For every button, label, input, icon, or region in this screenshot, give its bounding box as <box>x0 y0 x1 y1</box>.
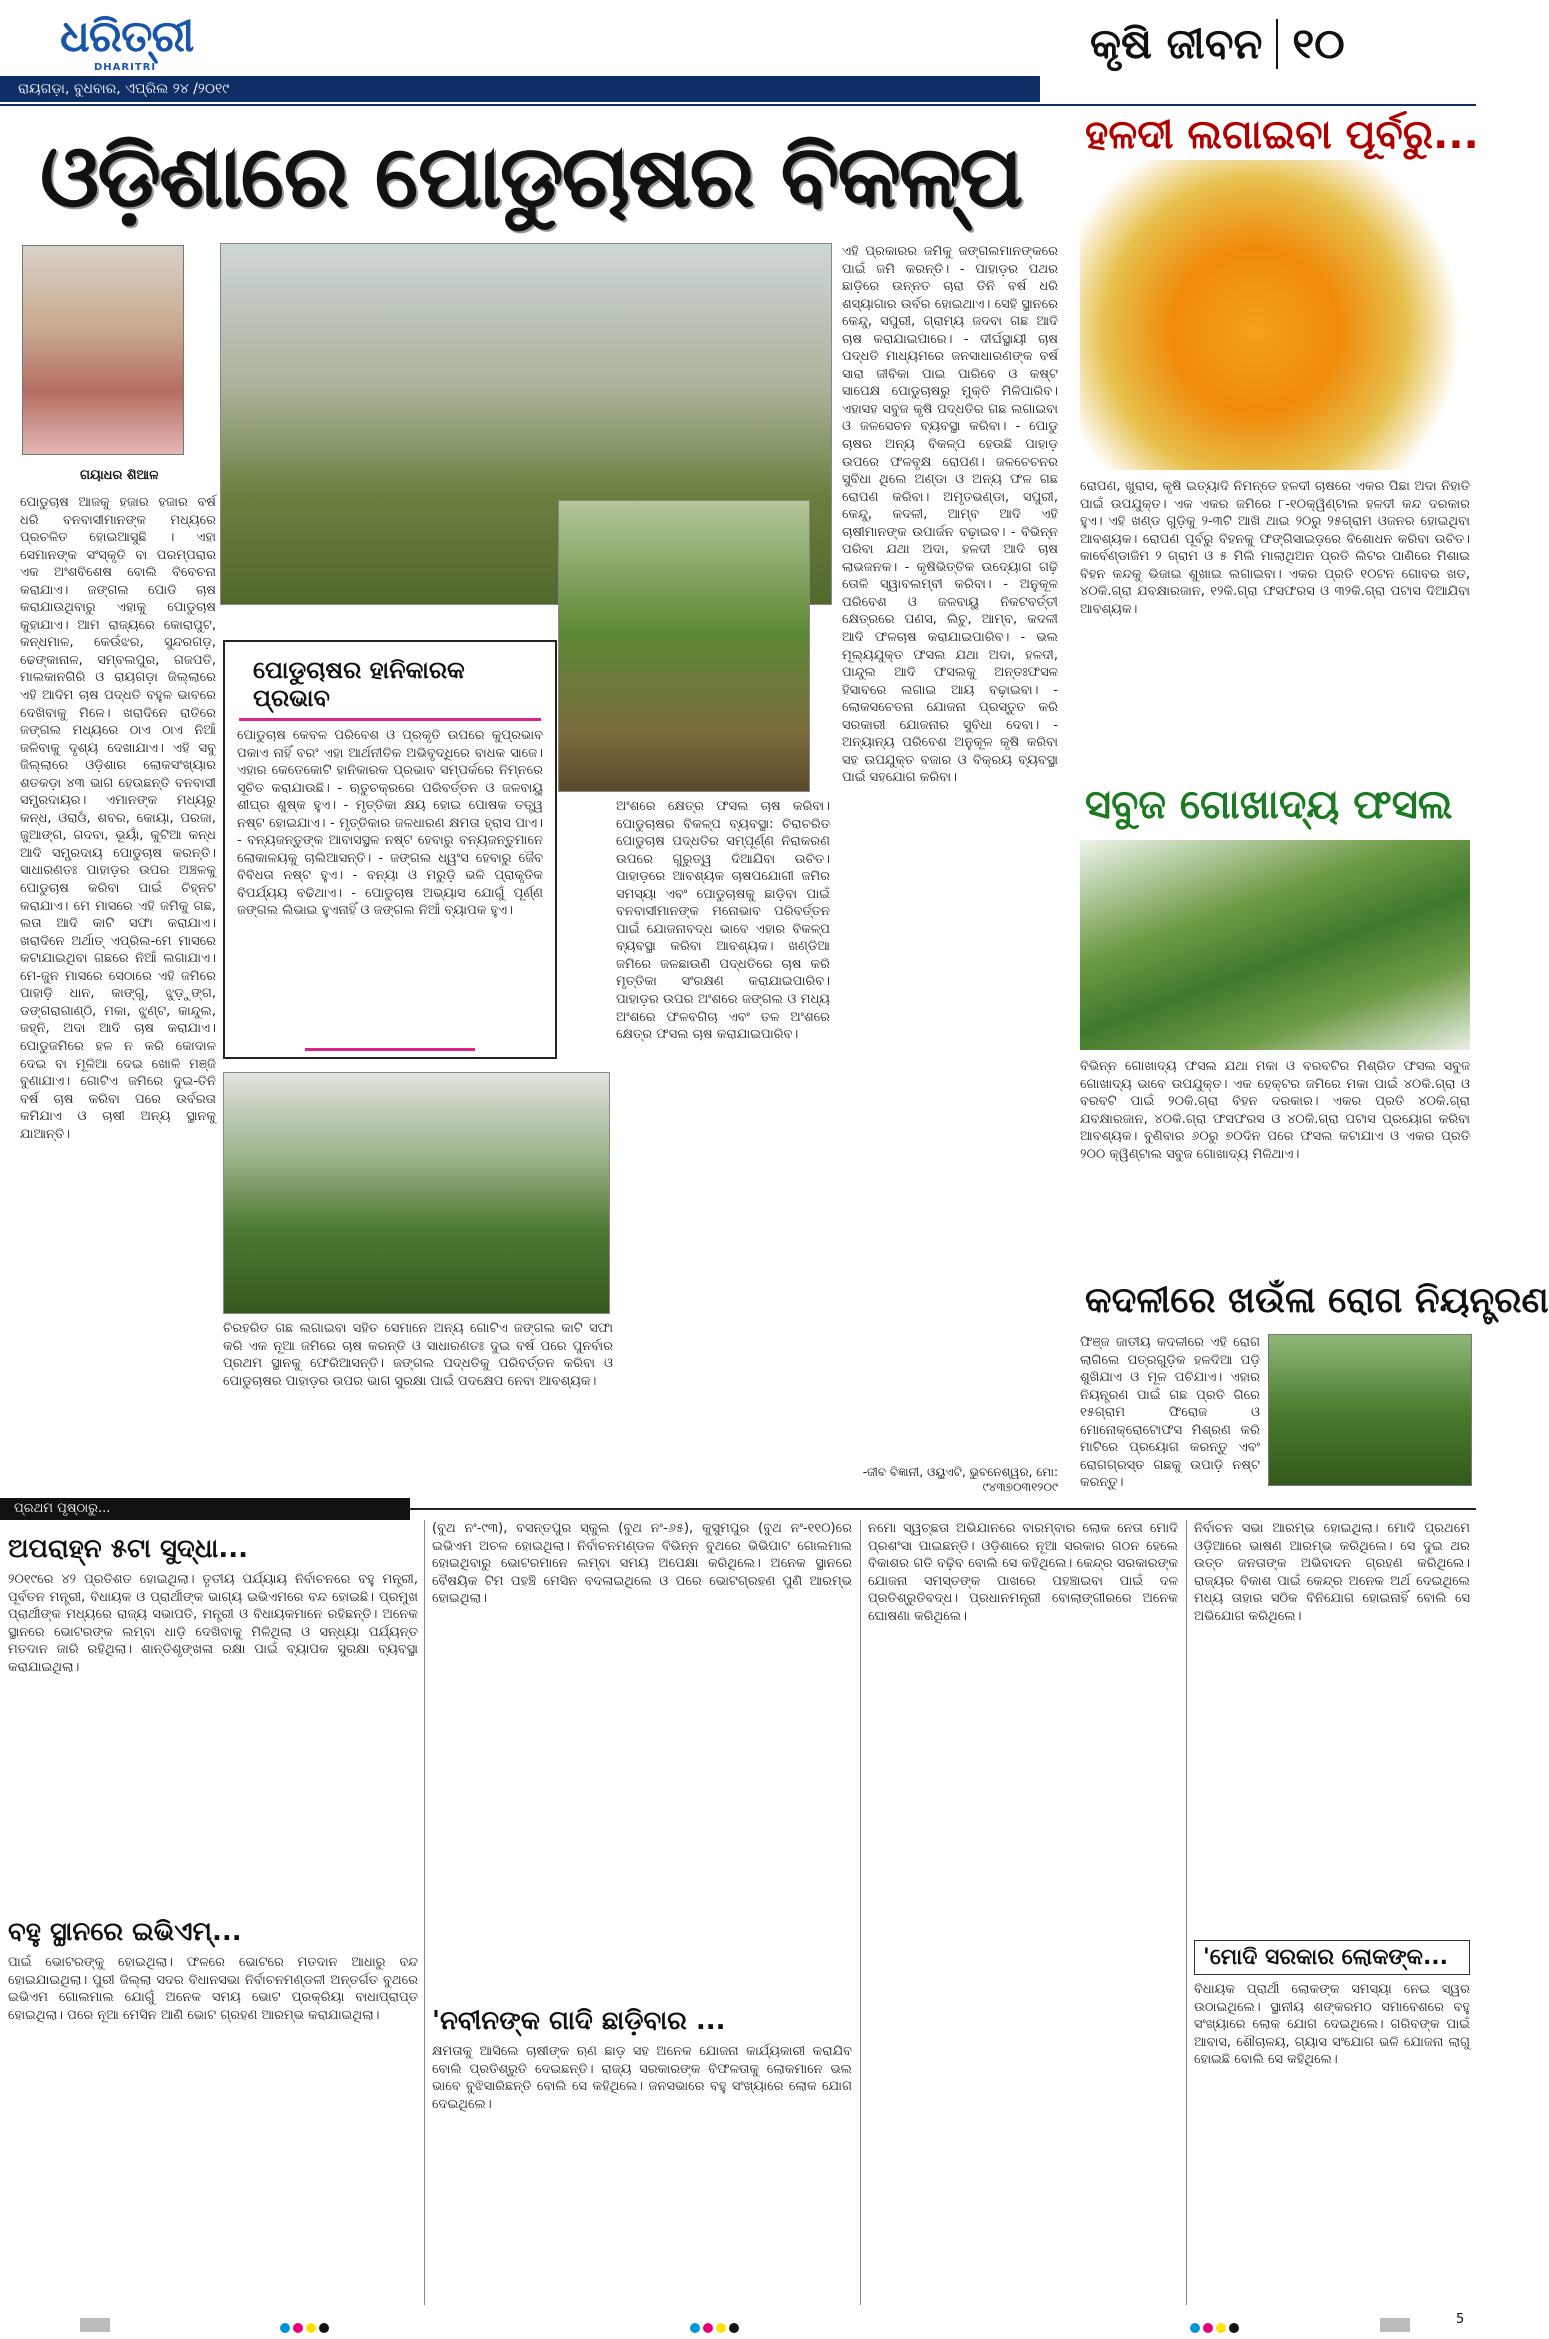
quote-headline: 'ମୋଦି ସରକାର ଲୋକଙ୍କ... <box>1194 1940 1470 1975</box>
column-rule <box>860 1520 861 2305</box>
bottom-text-7: ବିଧାୟକ ପ୍ରାର୍ଥୀ ଲୋକଙ୍କ ସମସ୍ୟା ନେଇ ସ୍ୱର ଉଠାଇଥିଲେ। ସ୍ଥାନୀୟ ଶଙ୍କରମଠ ସମାବେଶରେ ବହୁ ସଂଖ୍ୟାରେ ଲୋକ ଯୋଗ ଦେଇଥିଲେ। ଗରିବଙ୍କ ପାଇଁ ଆବାସ, ଶୌଚାଳୟ, ଗ୍ୟାସ ସଂଯୋଗ ଭଳି ଯୋଜନା ଲାଗୁ ହୋଇଛି ବୋଲି ସେ କହିଥିଲେ। <box>1194 1982 1470 2068</box>
color-registration-dots <box>1190 2318 1242 2337</box>
newspaper-logo <box>60 12 200 72</box>
bottom-text-5: ନମୋ ସ୍ୱଚ୍ଛତା ଅଭିଯାନରେ ବାରମ୍ବାର ଲୋକ ନେତା ମୋଦି ପ୍ରଶଂସା ପାଇଛନ୍ତି। ଓଡ଼ିଶାରେ ନୂଆ ସରକାର ଗଠନ ହେଲେ ବିକାଶର ଗତି ବଢ଼ିବ ବୋଲି ସେ କହିଥିଲେ। କେନ୍ଦ୍ର ସରକାରଙ୍କ ଯୋଜନା ସମସ୍ତଙ୍କ ପାଖରେ ପହଞ୍ଚାଇବା ପାଇଁ ଦଳ ପ୍ରତିଶ୍ରୁତିବଦ୍ଧ। ପ୍ରଧାନମନ୍ତ୍ରୀ ବୋଲାଙ୍ଗୀରରେ ଅନେକ ଘୋଷଣା କରିଥିଲେ। <box>868 1521 1178 1624</box>
banana-disease-headline: କଦଳୀରେ ଖଉଁଳା ରୋଗ ନିୟନ୍ତ୍ରଣ <box>1085 1280 1549 1321</box>
section-title: କୃଷି ଜୀବନ <box>1090 19 1263 68</box>
page-number: ୧୦ <box>1276 19 1344 69</box>
section-header <box>1090 12 1470 76</box>
bottom-column-4 <box>1194 1520 1470 2305</box>
fodder-text: ବିଭିନ୍ନ ଗୋଖାଦ୍ୟ ଫସଲ ଯଥା ମକା ଓ ବରବଟିର ମିଶ୍ରିତ ଫସଲ ସବୁଜ ଗୋଖାଦ୍ୟ ଭାବେ ଉପଯୁକ୍ତ। ଏକ ହେକ୍ଟର ଜମିରେ ମକା ପାଇଁ ୪୦କି.ଗ୍ରା ଓ ବରବଟି ପାଇଁ ୨୦କି.ଗ୍ରା ବିହନ ଦରକାର। ଏକର ପ୍ରତି ୪୦କି.ଗ୍ରା ଯବକ୍ଷାରଜାନ, ୪୦କି.ଗ୍ରା ଫସଫରସ ଓ ୪୦କି.ଗ୍ରା ପଟାସ ପ୍ରୟୋଗ କରିବା ଆବଶ୍ୟକ। ବୁଣିବାର ୬୦ରୁ ୭୦ଦିନ ପରେ ଫସଲ କଟାଯାଏ ଓ ଏକର ପ୍ରତି ୨୦୦ କ୍ୱିଣ୍ଟାଲ ସବୁଜ ଗୋଖାଦ୍ୟ ମିଳିଥାଏ। <box>1080 1059 1470 1162</box>
turmeric-photo <box>1080 160 1470 470</box>
bottom-text-1: ୨୦୧୯ରେ ୪୨ ପ୍ରତିଶତ ହୋଇଥିଲା। ତୃତୀୟ ପର୍ଯ୍ୟାୟ ନିର୍ବାଚନରେ ବହୁ ମନ୍ତ୍ରୀ, ପୂର୍ବତନ ମନ୍ତ୍ରୀ, ବିଧାୟକ ଓ ପ୍ରାର୍ଥୀଙ୍କ ଭାଗ୍ୟ ଇଭିଏମରେ ବନ୍ଦ ହୋଇଛି। ପ୍ରମୁଖ ପ୍ରାର୍ଥୀଙ୍କ ମଧ୍ୟରେ ରାଜ୍ୟ ସଭାପତି, ମନ୍ତ୍ରୀ ଓ ବିଧାୟକମାନେ ରହିଛନ୍ତି। ଅନେକ ସ୍ଥାନରେ ଭୋଟରଙ୍କ ଲମ୍ବା ଧାଡ଼ି ଦେଖିବାକୁ ମିଳିଥିଲା ଓ ସନ୍ଧ୍ୟା ପର୍ଯ୍ୟନ୍ତ ମତଦାନ ଜାରି ରହିଥିଲା। ଶାନ୍ତିଶୃଙ୍ଖଳା ରକ୍ଷା ପାଇଁ ବ୍ୟାପକ ସୁରକ୍ଷା ବ୍ୟବସ୍ଥା କରାଯାଇଥିଲା। <box>8 1572 418 1675</box>
dateline: ରାୟଗଡ଼ା, ବୁଧବାର, ଏପ୍ରିଲ ୨୪ /୨୦୧୯ <box>0 76 1040 102</box>
long-beans-photo <box>1080 840 1470 1050</box>
bottom-headline-1: ଅପରାହ୍ନ ୫ଟା ସୁଦ୍ଧା... <box>8 1534 248 1564</box>
article-column-2-bottom: ଚିରହରିତ ଗଛ ଲଗାଇବା ସହିତ ସେମାନେ ଅନ୍ୟ ଗୋଟିଏ ଜଙ୍ଗଲ କାଟି ସଫା କରି ଏକ ନୂଆ ଜମିରେ ଚାଷ କରନ୍ତି ଓ ସାଧାରଣତଃ ଦୁଇ ବର୍ଷ ପରେ ପୁନର୍ବାର ପ୍ରଥମ ସ୍ଥାନକୁ ଫେରିଆସନ୍ତି। ଜଙ୍ଗଲ ପଦ୍ଧତିକୁ ପରିବର୍ତ୍ତନ କରିବା ଓ ପୋଡୁଚାଷର ପାହାଡ଼ର ଉପର ଭାଗ ସୁରକ୍ଷା ପାଇଁ ପଦକ୍ଷେପ ନେବା ଆବଶ୍ୟକ। <box>223 1321 613 1389</box>
bottom-column-1 <box>8 1528 418 2308</box>
color-registration-dots <box>280 2318 332 2337</box>
gray-swatch <box>1380 2318 1410 2332</box>
harmful-effects-text: ପୋଡୁଚାଷ କେବଳ ପରିବେଶ ଓ ପ୍ରକୃତି ଉପରେ କୁପ୍ରଭାବ ପକାଏ ନାହିଁ ବରଂ ଏହା ଆର୍ଥନୀତିକ ଅଭିବୃଦ୍ଧିରେ ବାଧକ ସାଜେ। ଏହାର କେତେକୋଟି ହାନିକାରକ ପ୍ରଭାବ ସମ୍ପର୍କରେ ନିମ୍ନରେ ସୂଚିତ କରାଯାଉଛି। - ଋତୁଚକ୍ରରେ ପରିବର୍ତ୍ତନ ଓ ଜଳବାୟୁ ଶୀଘ୍ର ଶୁଷ୍କ ହୁଏ। - ମୃତ୍ତିକା କ୍ଷୟ ହୋଇ ପୋଷକ ତତ୍ତ୍ୱ ନଷ୍ଟ ହୋଇଯାଏ। - ମୃତ୍ତିକାର ଜଳଧାରଣ କ୍ଷମତା ହ୍ରାସ ପାଏ। - ବନ୍ୟଜନ୍ତୁଙ୍କ ଆବାସସ୍ଥଳ ନଷ୍ଟ ହେବାରୁ ବନ୍ୟଜନ୍ତୁମାନେ ଲୋକାଳୟକୁ ଚାଲିଆସନ୍ତି। - ଜଙ୍ଗଲ ଧ୍ୱଂସ ହେବାରୁ ଜୈବ ବିବିଧତା ନଷ୍ଟ ହୁଏ। - ବନ୍ୟା ଓ ମରୁଡ଼ି ଭଳି ପ୍ରାକୃତିକ ବିପର୍ଯ୍ୟୟ ବଢିଥାଏ। - ପୋଡୁଚାଷ ଅଭ୍ୟାସ ଯୋଗୁଁ ପୂର୍ଣ୍ଣ ଜଙ୍ଗଲ ଲିଭାଇ ହୁଏନାହିଁ ଓ ଜଙ୍ଗଲ ନିଆଁ ବ୍ୟାପକ ହୁଏ। <box>237 728 543 919</box>
forest-slope-photo <box>223 1072 610 1314</box>
fodder-headline: ସବୁଜ ଗୋଖାଦ୍ୟ ଫସଲ <box>1085 782 1453 828</box>
article-column-1: ପୋଡୁଚାଷ ଆଜକୁ ହଜାର ହଜାର ବର୍ଷ ଧରି ବନବାସୀମାନଙ୍କ ମଧ୍ୟରେ ପ୍ରଚଳିତ ହୋଇଆସୁଛି । ଏହା ସେମାନଙ୍କ ସଂସ୍କୃତି ବା ପରମ୍ପରାର ଏକ ଅଂଶବିଶେଷ ବୋଲି ବିବେଚନା କରାଯାଏ। ଜଙ୍ଗଲ ପୋଡି ଚାଷ କରାଯାଉଥିବାରୁ ଏହାକୁ ପୋଡୁଚାଷ କୁହାଯାଏ। ଆମ ରାଜ୍ୟରେ କୋରାପୁଟ, କନ୍ଧମାଳ, କେଉଁଝର, ସୁନ୍ଦରଗଡ଼, ଢେଙ୍କାନାଳ, ସମ୍ବଲପୁର, ଗଜପତି, ମାଲକାନଗିରି ଓ ରାୟଗଡ଼ା ଜିଲ୍ଲାରେ ଏହି ଆଦିମ ଚାଷ ପଦ୍ଧତି ବହୁଳ ଭାବରେ ଦେଖିବାକୁ ମିଳେ। ଖରାଦିନେ ରାତିରେ ଜଙ୍ଗଲ ମଧ୍ୟରେ ଠାଏ ଠାଏ ନିଆଁ ଜଳିବାକୁ ଦୃଶ୍ୟ ଦେଖାଯାଏ। ଏହି ସବୁ ଜିଲ୍ଲାରେ ଓଡ଼ିଶାର ଲୋକସଂଖ୍ୟାର ଶତକଡ଼ା ୪୩ ଭାଗ ହେଉଛନ୍ତି ବନବାସୀ ସମ୍ପ୍ରଦାୟର। ଏମାନଙ୍କ ମଧ୍ୟରୁ କନ୍ଧ, ଓରାଓଁ, ଶବର, କୋୟା, ପରଜା, ଜୁଆଙ୍ଗ, ଗଦବା, ଭୂୟାଁ, କୁଟିଆ କନ୍ଧ ଆଦି ସମ୍ପ୍ରଦାୟ ପୋଡୁଚାଷ କରନ୍ତି। ସାଧାରଣତଃ ପାହାଡ଼ର ଉପର ଅଞ୍ଚଳକୁ ପୋଡୁଚାଷ କରିବା ପାଇଁ ଚିହ୍ନଟ କରାଯାଏ। ମେ ମାସରେ ଏହି ଜମିକୁ ଗଛ, ଲତା ଆଦି କାଟି ସଫା କରାଯାଏ। ଖରାଦିନେ ଅର୍ଥାତ୍ ଏପ୍ରିଲ-ମେ ମାସରେ କଟାଯାଇଥିବା ଗଛରେ ନିଆଁ ଲଗାଯାଏ। ମେ-ଜୁନ ମାସରେ ସେଠାରେ ଏହି ଜମିରେ ପାହାଡ଼ି ଧାନ, କାଙ୍ଗୁ, ଝୁଡ଼ୁଙ୍ଗ, ଡଙ୍ଗରାଗାଣ୍ଠି, ମକା, ଝୁଣ୍ଟ, କାନ୍ଦୁଲ, ଜହ୍ନି, ଅଦା ଆଦି ଚାଷ କରାଯାଏ। ପୋଡୁଜମିରେ ହଳ ନ କରି କୋଦାଳ ଦେଇ ବା ମୂଳିଆ ଦେଇ ଖୋଳି ମଞ୍ଜି ବୁଣାଯାଏ। ଗୋଟିଏ ଜମିରେ ଦୁଇ-ତିନି ବର୍ଷ ଚାଷ କରିବା ପରେ ଉର୍ବରତା କମିଯାଏ ଓ ଚାଷୀ ଅନ୍ୟ ସ୍ଥାନକୁ ଯାଆନ୍ତି। <box>20 495 216 1142</box>
bottom-headline-3: 'ନବୀନଙ୍କ ଗାଦି ଛାଡ଼ିବାର ... <box>432 2006 726 2036</box>
turmeric-headline: ହଳଦୀ ଲଗାଇବା ପୂର୍ବରୁ... <box>1085 112 1479 158</box>
logo-text: ଧରିତ୍ରୀ <box>60 11 194 62</box>
banana-disease-text: ଫିଞ୍ଜ ଜାତୀୟ କଦଳୀରେ ଏହି ରୋଗ ଲାଗିଲେ ପତ୍ରଗୁଡ଼ିକ ହଳଦିଆ ପଡ଼ି ଶୁଖିଯାଏ ଓ ମୂଳ ପଚିଯାଏ। ଏହାର ନିୟନ୍ତ୍ରଣ ପାଇଁ ଗଛ ପ୍ରତି ଗିରେ ୧୫ଗ୍ରାମ ଫିରୋଜ ଓ ମୋନୋକ୍ରୋଟୋଫସ ମିଶ୍ରଣ କରି ମାଟିରେ ପ୍ରୟୋଗ କରନ୍ତୁ ଏବଂ ରୋଗଗ୍ରସ୍ତ ଗଛକୁ ଉପାଡ଼ି ନଷ୍ଟ କରନ୍ତୁ। <box>1080 1335 1260 1491</box>
turmeric-text: ରୋପଣ, ଖୁରାସ, କୃଷି ଇତ୍ୟାଦି ନିମନ୍ତେ ହଳଦୀ ଚାଷରେ ଏକର ପିଛା ଅଦା ନିହାତି ପାଇଁ ଉପଯୁକ୍ତ। ଏକ ଏକର ଜମିରେ ୮-୧୦କ୍ୱିଣ୍ଟାଲ ହଳଦୀ କନ୍ଦ ଦରକାର ହୁଏ। ଏହି ଖଣ୍ଡ ଗୁଡ଼ିକୁ ୨-୩ଟି ଆଖି ଥାଇ ୨୦ରୁ ୨୫ଗ୍ରାମ ଓଜନର ହୋଇଥିବା ଆବଶ୍ୟକ। ରୋପଣ ପୂର୍ବରୁ ବିହନକୁ ଫଙ୍ଗିସାଇଡ଼ରେ ବିଶୋଧନ କରିବା ଉଚିତ। କାର୍ବେଣ୍ଡାଜିମ ୨ ଗ୍ରାମ ଓ ୫ ମିଲି ମାଲାଥିଅନ ପ୍ରତି ଲିଟର ପାଣିରେ ମିଶାଇ ବିହନ କନ୍ଦକୁ ଭିଜାଇ ଶୁଖାଇ ଲଗାଇବା। ଏକର ପ୍ରତି ୧୦ଟନ ଗୋବର ଖତ, ୪୦କି.ଗ୍ରା ଯବକ୍ଷାରଜାନ, ୧୨କି.ଗ୍ରା ଫସଫରସ ଓ ୩୨କି.ଗ୍ରା ପଟାସ ଦିଆଯିବା ଆବଶ୍ୟକ। <box>1080 479 1470 617</box>
bottom-column-2 <box>432 1520 852 2305</box>
byline: ଗୟାଧର ଶିଆଳ <box>80 468 159 483</box>
article-column-4: ଏହି ପ୍ରକାରର ଜମିକୁ ଜଙ୍ଗଲମାନଙ୍କରେ ପାଇଁ ଜମି କରନ୍ତି। - ପାହାଡ଼ର ପଥର ଛାଡ଼ିରେ ଉନ୍ନତ ଚାରା ତିନି ବର୍ଷ ଧରି ଶସ୍ୟାଗାର ଉର୍ବର ହୋଇଥାଏ। ସେହି ସ୍ଥାନରେ କେନ୍ଦୁ, ସପୁରୀ, ଗ୍ରାମ୍ୟ ଜଦବା ଗଛ ଆଦି ଚାଷ କରାଯାଇପାରେ। - ଦୀର୍ଘସ୍ଥାୟୀ ଚାଷ ପଦ୍ଧତି ମାଧ୍ୟମରେ ଜନସାଧାରଣଙ୍କ ବର୍ଷ ସାରା ଜୀବିକା ପାଇ ପାରିବେ ଓ କଷ୍ଟ ସାପେକ୍ଷ ପୋଡୁଚାଷରୁ ମୁକ୍ତି ମିଳିପାରିବ। ଏହାସହ ସବୁଜ କୃଷି ପଦ୍ଧତିର ଗଛ ଲଗାଇବା ଓ ଜଳସେଚନ ବ୍ୟବସ୍ଥା କରିବା। - ପୋଡୁ ଚାଷର ଅନ୍ୟ ବିକଳ୍ପ ହେଉଛି ପାହାଡ଼ ଉପରେ ଫଳବୃକ୍ଷ ରୋପଣ। ଜଳଚେଚନର ସୁବିଧା ଥିଲେ ଅଣ୍ଡା ଓ ଅନ୍ୟ ଫଳ ଗଛ ରୋପଣ କରିବା। ଅମୃତଭଣ୍ଡା, ସପୁରୀ, କେନ୍ଦୁ, କଦଳୀ, ଆମ୍ବ ଆଦି ଏହି ଚାଷୀମାନଙ୍କ ଉପାର୍ଜନ ବଢ଼ାଇବ। - ବିଭିନ୍ନ ପରିବା ଯଥା ଅଦା, ହଳଦୀ ଆଦି ଚାଷ ଲାଭଜନକ। - କୃଷିଭିତ୍ତିକ ଉଦ୍ୟୋଗ ଗଢ଼ି ତୋଳି ସ୍ୱାବଲମ୍ବୀ କରିବା। - ଅନୁକୂଳ ପରିବେଶ ଓ ଜଳବାୟୁ ନିକଟବର୍ତ୍ତୀ କ୍ଷେତ୍ରରେ ପଣସ, ଲିଚୁ, ଆମ୍ବ, କଦଳୀ ଆଦି ଫଳଚାଷ କରାଯାଇପାରିବ। - ଭଲ ମୂଲ୍ୟଯୁକ୍ତ ଫସଲ ଯଥା ଅଦା, ହଳଦୀ, ପାନ୍ଦୁଲ ଆଦି ଫସଲକୁ ଅନ୍ତଃଫସଳ ହିସାବରେ ଲଗାଇ ଆୟ ବଢ଼ାଇବା। - ଲୋକସଚେତନା ଯୋଜନା ପ୍ରସ୍ତୁତ କରି ସରକାରୀ ଯୋଜନାର ସୁବିଧା ଦେବା। - ଅନ୍ୟାନ୍ୟ ପରିବେଶ ଅନୁକୂଳ କୃଷି କରିବା ସହ ଉପଯୁକ୍ତ ବଜାର ଓ ବିକ୍ରୟ ବ୍ୟବସ୍ଥା ପାଇଁ ସହଯୋଗ କରିବା। <box>842 244 1058 786</box>
banana-plant-photo <box>558 500 810 792</box>
column-rule <box>1186 1520 1187 2305</box>
bottom-headline-2: ବହୁ ସ୍ଥାନରେ ଇଭିଏମ୍... <box>8 1917 242 1947</box>
gray-swatch <box>80 2318 110 2332</box>
print-registration-strip <box>0 2310 1476 2339</box>
article-column-3: ଅଂଶରେ କ୍ଷେତ୍ର ଫସଲ ଚାଷ କରିବା। ପୋଡୁଚାଷର ବିକଳ୍ପ ବ୍ୟବସ୍ଥା: ଚିରାଚରିତ ପୋଡୁଚାଷ ପଦ୍ଧତିର ସମ୍ପୂର୍ଣ୍ଣ ନିରାକରଣ ଉପରେ ଗୁରୁତ୍ୱ ଦିଆଯିବା ଉଚିତ। ପାହାଡ଼ରେ ଆବଶ୍ୟକ ଚାଷପଯୋଗୀ ଜମିର ସମସ୍ୟା ଏବଂ ପୋଡୁଚାଷକୁ ଛାଡ଼ିବା ପାଇଁ ବନବାସୀମାନଙ୍କ ମନୋଭାବ ପରିବର୍ତ୍ତନ ପାଇଁ ଯୋଜନାବଦ୍ଧ ଭାବେ ଏହାର ବିକଳ୍ପ ବ୍ୟବସ୍ଥା କରିବା ଆବଶ୍ୟକ। ଖଣ୍ଡିଆ ଜମିରେ ଜଳଛାଉଣି ପଦ୍ଧତିରେ ଚାଷ କରି ମୃତ୍ତିକା ସଂରକ୍ଷଣ କରାଯାଇପାରିବ। ପାହାଡ଼ର ଉପର ଅଂଶରେ ଜଙ୍ଗଲ ଓ ମଧ୍ୟ ଅଂଶରେ ଫଳବଗିଚା ଏବଂ ତଳ ଅଂଶରେ କ୍ଷେତ୍ର ଫସଲ ଚାଷ କରାଯାଇପାରିବ। <box>616 799 830 1043</box>
bottom-text-2: ପାଇଁ ଭୋଟରଙ୍କୁ ହୋଇଥିଲା। ଫଳରେ ଭୋଟରେ ମତଦାନ ଆଧାରୁ ବନ୍ଦ ହୋଇଯାଇଥିଲା। ପୁରୀ ଜିଲ୍ଲା ସଦର ବିଧାନସଭା ନିର୍ବାଚନମଣ୍ଡଳୀ ଅନ୍ତର୍ଗତ ବୁଥରେ ଇଭିଏମ ଗୋଲମାଲ ଯୋଗୁଁ ଅନେକ ସମୟ ଭୋଟ ପ୍ରକ୍ରିୟା ବାଧାପ୍ରାପ୍ତ ହୋଇଥିଲା। ପରେ ନୂଆ ମେସିନ ଆଣି ଭୋଟ ଗ୍ରହଣ ଆରମ୍ଭ କରାଯାଇଥିଲା। <box>8 1955 418 2023</box>
box-accent-rule <box>305 1048 475 1051</box>
author-credit: -ଜୀବ ବିଜ୍ଞାନୀ, ଓୟୁଏଟି, ଭୁବନେଶ୍ୱର, ମୋ: ୯୪୩୭୦୩୧୨୦୯ <box>862 1465 1058 1494</box>
bottom-text-6: ନିର୍ବାଚନ ସଭା ଆରମ୍ଭ ହୋଇଥିଲା। ମୋଦି ପ୍ରଥମେ ଓଡ଼ିଆରେ ଭାଷଣ ଆରମ୍ଭ କରିଥିଲେ। ସେ ଦୁଇ ଥର ଉତ୍ତ ଜନତାଙ୍କ ଅଭିବାଦନ ଗ୍ରହଣ କରିଥିଲେ। ରାଜ୍ୟର ବିକାଶ ପାଇଁ କେନ୍ଦ୍ର ଅନେକ ଅର୍ଥ ଦେଇଥିଲେ ମଧ୍ୟ ତାହାର ସଠିକ ବିନିଯୋଗ ହୋଇନାହିଁ ବୋଲି ସେ ଅଭିଯୋଗ କରିଥିଲେ। <box>1194 1521 1470 1624</box>
page-mark: 5 <box>1456 2312 1465 2327</box>
continued-from-front-tag: ପ୍ରଥମ ପୃଷ୍ଠାରୁ... <box>0 1498 410 1520</box>
harmful-effects-box <box>223 640 557 1059</box>
color-registration-dots <box>690 2318 742 2337</box>
banana-bunch-photo <box>1268 1334 1472 1486</box>
logo-subtext: DHARITRI <box>94 62 157 73</box>
harmful-effects-title: ପୋଡୁଚାଷର ହାନିକାରକ ପ୍ରଭାବ <box>239 650 541 721</box>
bottom-text-3: (ବୁଥ ନଂ-୯୩), ବସନ୍ତପୁର ସ୍କୁଲ (ବୁଥ ନଂ-୬୫), କୁସୁମପୁର (ବୁଥ ନଂ-୧୧୦)ରେ ଇଭିଏମ ଅଚଳ ହୋଇଥିଲା। ନିର୍ବାଚନମଣ୍ଡଳ ବିଭିନ୍ନ ବୁଥରେ ଭିଭିପାଟ ଗୋଲମାଲ ହୋଇଥିବାରୁ ଭୋଟରମାନେ ଲମ୍ବା ସମୟ ଅପେକ୍ଷା କରିଥିଲେ। ଅନେକ ସ୍ଥାନରେ ବୈଷୟିକ ଟିମ ପହଞ୍ଚି ମେସିନ ବଦଳାଇଥିଲେ ଓ ପରେ ଭୋଟଗ୍ରହଣ ପୁଣି ଆରମ୍ଭ ହୋଇଥିଲା। <box>432 1521 852 1607</box>
column-rule <box>424 1520 425 2305</box>
masthead-rule <box>0 104 1476 106</box>
main-headline: ଓଡ଼ିଶାରେ ପୋଡୁଚାଷର ବିକଳ୍ପ <box>40 127 1022 227</box>
bottom-text-4: କ୍ଷମତାକୁ ଆସିଲେ ଚାଷୀଙ୍କ ଋଣ ଛାଡ଼ ସହ ଅନେକ ଯୋଜନା କାର୍ଯ୍ୟକାରୀ କରାଯିବ ବୋଲି ପ୍ରତିଶ୍ରୁତି ଦେଇଛନ୍ତି। ରାଜ୍ୟ ସରକାରଙ୍କ ବିଫଳତାକୁ ଲୋକମାନେ ଭଲ ଭାବେ ବୁଝିସାରିଛନ୍ତି ବୋଲି ସେ କହିଥିଲେ। ଜନସଭାରେ ବହୁ ସଂଖ୍ୟାରେ ଲୋକ ଯୋଗ ଦେଇଥିଲେ। <box>432 2044 852 2112</box>
author-photo <box>22 245 184 455</box>
